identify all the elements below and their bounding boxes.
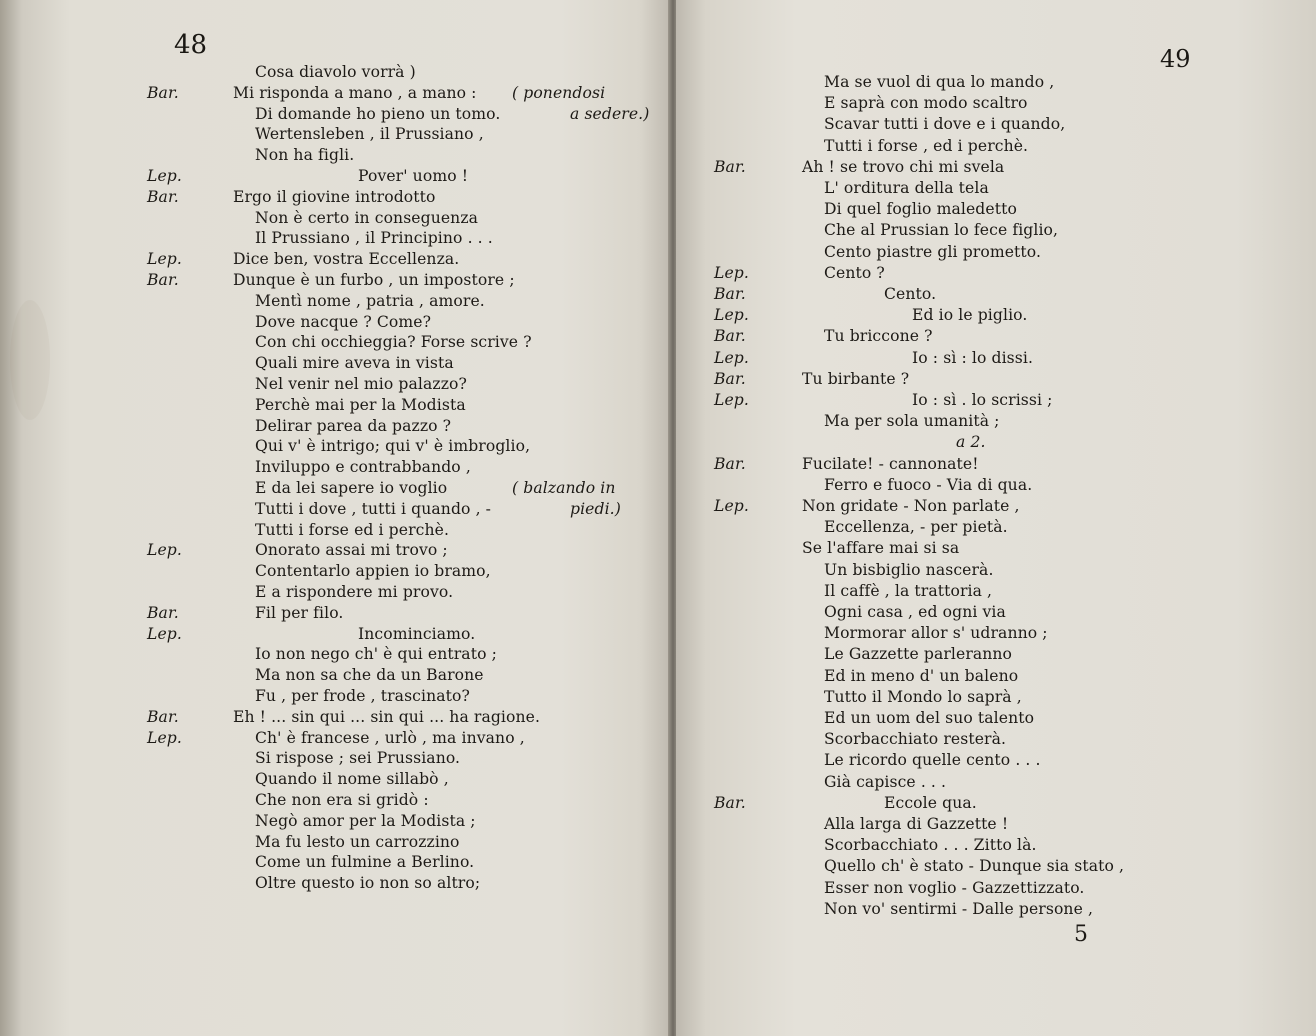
verse-line [676, 835, 1316, 856]
verse-text: Che non era si gridò : [255, 791, 429, 809]
verse-line [676, 814, 1316, 835]
stage-direction: a sedere.) [570, 104, 650, 123]
speaker-label: Bar. [714, 285, 746, 303]
verse-text: Il caffè , la trattoria , [824, 581, 993, 600]
verse-line [676, 729, 1316, 750]
verse-line [676, 326, 1316, 347]
verse-text: Contentarlo appien io bramo, [255, 562, 491, 581]
verse-text: Ch' è francese , urlò , ma invano , [255, 728, 525, 747]
verse-text: Wertensleben , il Prussiano , [255, 125, 484, 144]
speaker-label: Bar. [714, 454, 746, 473]
verse-text: Negò amor per la Modista ; [255, 811, 476, 830]
verse-text: Come un fulmine a Berlino. [255, 853, 475, 872]
verse-line [0, 145, 670, 166]
verse-line [676, 390, 1316, 411]
verse-line [0, 561, 670, 582]
right-page [676, 0, 1316, 1036]
verse-line [676, 517, 1316, 538]
verse-line [676, 538, 1316, 559]
verse-line [0, 228, 670, 249]
verse-text: Il Prussiano , il Principino . . . [255, 229, 493, 248]
verse-text: Qui v' è intrigo; qui v' è imbroglio, [255, 437, 531, 456]
verse-text: Eh ! ... sin qui ... sin qui ... ha ragione. [233, 707, 541, 726]
verse-text: Le Gazzette parleranno [824, 645, 1013, 664]
verse-line [676, 242, 1316, 263]
verse-line [0, 769, 670, 790]
verse-text: E saprà con modo scaltro [824, 94, 1028, 113]
verse-line [676, 72, 1316, 93]
verse-line [676, 560, 1316, 581]
verse-line [676, 602, 1316, 623]
verse-line [676, 666, 1316, 687]
verse-text: Le ricordo quelle cento . . . [824, 751, 1041, 770]
verse-text: Oltre questo io non so altro; [255, 874, 481, 893]
verse-line [676, 411, 1316, 432]
verse-text: Ed in meno d' un baleno [824, 666, 1019, 685]
verse-text: Eccole qua. [884, 793, 977, 812]
verse-text: Incominciamo. [358, 624, 476, 643]
verse-text: Onorato assai mi trovo ; [255, 541, 448, 560]
speaker-label: Lep. [714, 391, 749, 409]
verse-text: Cento piastre gli prometto. [824, 242, 1042, 261]
verse-text: Ferro e fuoco - Via di qua. [824, 475, 1033, 494]
verse-line [676, 496, 1316, 517]
speaker-label: Bar. [714, 793, 746, 812]
verse-line [0, 416, 670, 437]
verse-text: Mi risponda a mano , a mano : [233, 83, 477, 102]
verse-text: Mentì nome , patria , amore. [255, 291, 485, 310]
verse-text: Ed io le piglio. [912, 306, 1028, 325]
verse-line [676, 432, 1316, 453]
verse-line [0, 603, 670, 624]
verse-line [0, 353, 670, 374]
verse-line [676, 772, 1316, 793]
verse-text: Alla larga di Gazzette ! [824, 815, 1009, 833]
verse-line [0, 124, 670, 145]
verse-text: Pover' uomo ! [358, 167, 469, 185]
verse-text: Dice ben, vostra Eccellenza. [233, 250, 460, 269]
verse-line [0, 291, 670, 312]
verse-text: a 2. [956, 433, 986, 452]
verse-line [0, 104, 670, 125]
speaker-label: Lep. [714, 306, 749, 325]
verse-text: Quello ch' è stato - Dunque sia stato , [824, 857, 1125, 876]
verse-line [0, 728, 670, 749]
verse-text: Non ha figli. [255, 146, 355, 165]
speaker-label: Lep. [147, 728, 182, 747]
verse-line [676, 93, 1316, 114]
verse-text: Fil per filo. [255, 603, 344, 622]
speaker-label: Bar. [714, 327, 746, 346]
verse-text: Se l'affare mai si sa [802, 539, 960, 558]
verse-text: Fu , per frode , trascinato? [255, 687, 470, 705]
verse-line [676, 199, 1316, 220]
verse-text: Ogni casa , ed ogni via [824, 603, 1006, 621]
verse-text: E da lei sapere io voglio [255, 479, 448, 497]
speaker-label: Bar. [147, 603, 179, 622]
verse-text: Ma per sola umanità ; [824, 412, 1000, 431]
verse-text: Con chi occhieggia? Forse scrive ? [255, 333, 532, 352]
verse-line [0, 83, 670, 104]
verse-line [0, 582, 670, 603]
verse-text: Un bisbiglio nascerà. [824, 560, 994, 579]
speaker-label: Lep. [714, 263, 749, 282]
page-number: 49 [1160, 45, 1191, 73]
verse-line [676, 623, 1316, 644]
verse-line [0, 707, 670, 728]
verse-line [0, 332, 670, 353]
verse-text: Io : sì : lo dissi. [912, 348, 1034, 367]
verse-line [0, 748, 670, 769]
speaker-label: Bar. [147, 83, 179, 102]
verse-text: Tutto il Mondo lo saprà , [824, 687, 1022, 706]
verse-text: Quando il nome sillabò , [255, 770, 449, 789]
verse-line [0, 249, 670, 270]
verse-text: Esser non voglio - Gazzettizzato. [824, 878, 1085, 897]
verse-text: Tutti i dove , tutti i quando , - [255, 499, 492, 518]
verse-line [676, 157, 1316, 178]
verse-line [676, 263, 1316, 284]
speaker-label: Bar. [714, 369, 746, 388]
stage-direction: ( balzando in [512, 479, 616, 497]
verse-line [676, 284, 1316, 305]
verse-line [0, 665, 670, 686]
verse-text: Di domande ho pieno un tomo. [255, 104, 501, 123]
verse-line [0, 478, 670, 499]
speaker-label: Bar. [147, 187, 179, 206]
verse-text: Nel venir nel mio palazzo? [255, 375, 467, 393]
verse-line [676, 305, 1316, 326]
speaker-label: Bar. [714, 157, 746, 176]
verse-text: Che al Prussian lo fece figlio, [824, 221, 1059, 240]
verse-line [0, 208, 670, 229]
verse-text: Scorbacchiato . . . Zitto là. [824, 836, 1037, 855]
speaker-label: Lep. [147, 167, 182, 185]
verse-line [0, 395, 670, 416]
verse-line [0, 374, 670, 395]
verse-line [0, 540, 670, 561]
verse-line [0, 166, 670, 187]
verse-line [0, 790, 670, 811]
stage-direction: ( ponendosi [512, 83, 606, 102]
verse-line [676, 750, 1316, 771]
verse-text: Fucilate! - cannonate! [802, 454, 979, 473]
verse-line [0, 499, 670, 520]
verse-text: Ma se vuol di qua lo mando , [824, 73, 1055, 91]
verse-line [676, 220, 1316, 241]
verse-text: Delirar parea da pazzo ? [255, 416, 452, 435]
verse-line [0, 312, 670, 333]
verse-text: Dunque è un furbo , un impostore ; [233, 271, 515, 289]
verse-line [0, 270, 670, 291]
verse-line [676, 644, 1316, 665]
verse-line [0, 644, 670, 665]
verse-line [0, 873, 670, 894]
verse-line [0, 686, 670, 707]
verse-text: Non è certo in conseguenza [255, 208, 479, 227]
verse-line [676, 793, 1316, 814]
verse-text: Si rispose ; sei Prussiano. [255, 749, 461, 768]
verse-line [676, 454, 1316, 475]
verse-text: Perchè mai per la Modista [255, 395, 466, 414]
verse-text: Cento. [884, 285, 937, 303]
verse-text: Tu briccone ? [824, 327, 933, 346]
verse-line [0, 457, 670, 478]
verse-text: Di quel foglio maledetto [824, 200, 1017, 219]
verse-line [676, 708, 1316, 729]
verse-text: Quali mire aveva in vista [255, 354, 454, 373]
verse-text: Cento ? [824, 263, 885, 282]
speaker-label: Lep. [147, 624, 182, 643]
verse-text: Ma fu lesto un carrozzino [255, 832, 460, 851]
verse-line [676, 878, 1316, 899]
verse-text: Ed un uom del suo talento [824, 709, 1035, 727]
verse-text: Io : sì . lo scrissi ; [912, 391, 1053, 409]
verse-text: Già capisce . . . [824, 772, 947, 791]
verse-text: Non gridate - Non parlate , [802, 497, 1020, 515]
verse-text: L' orditura della tela [824, 179, 989, 197]
verse-line [0, 187, 670, 208]
verse-line [0, 852, 670, 873]
verse-text: Ma non sa che da un Barone [255, 666, 484, 685]
verse-line [676, 114, 1316, 135]
verse-text: Dove nacque ? Come? [255, 312, 432, 331]
verse-line [0, 811, 670, 832]
verse-text: Scavar tutti i dove e i quando, [824, 115, 1066, 134]
verse-text: Scorbacchiato resterà. [824, 730, 1007, 749]
verse-text: Non vo' sentirmi - Dalle persone , [824, 899, 1094, 918]
verse-text: Io non nego ch' è qui entrato ; [255, 645, 497, 664]
verse-text: Eccellenza, - per pietà. [824, 518, 1008, 537]
verse-line [676, 687, 1316, 708]
speaker-label: Lep. [147, 541, 182, 560]
verse-text: Tutti i forse , ed i perchè. [824, 136, 1029, 155]
speaker-label: Lep. [714, 497, 749, 515]
verse-text: Tu birbante ? [802, 369, 910, 388]
verse-line [0, 624, 670, 645]
verse-line [0, 520, 670, 541]
verse-text: Mormorar allor s' udranno ; [824, 624, 1048, 643]
verse-line [676, 178, 1316, 199]
verse-line [0, 436, 670, 457]
verse-line [676, 369, 1316, 390]
verse-line [676, 348, 1316, 369]
verse-line [0, 62, 670, 83]
verse-line [676, 136, 1316, 157]
verse-text: Ah ! se trovo chi mi svela [802, 157, 1005, 176]
verse-text: Cosa diavolo vorrà ) [255, 63, 416, 81]
verse-line [676, 899, 1316, 920]
verse-line [676, 475, 1316, 496]
page-number: 48 [174, 30, 208, 60]
speaker-label: Lep. [147, 250, 182, 269]
verse-text: Tutti i forse ed i perchè. [255, 520, 450, 539]
verse-line [0, 832, 670, 853]
verse-text: E a rispondere mi provo. [255, 583, 454, 601]
speaker-label: Bar. [147, 707, 179, 726]
signature-mark: 5 [1074, 922, 1088, 947]
verse-line [676, 856, 1316, 877]
verse-text: Ergo il giovine introdotto [233, 187, 436, 206]
speaker-label: Bar. [147, 271, 179, 289]
speaker-label: Lep. [714, 348, 749, 367]
verse-line [676, 581, 1316, 602]
stage-direction: piedi.) [570, 499, 621, 518]
verse-text: Inviluppo e contrabbando , [255, 458, 471, 477]
